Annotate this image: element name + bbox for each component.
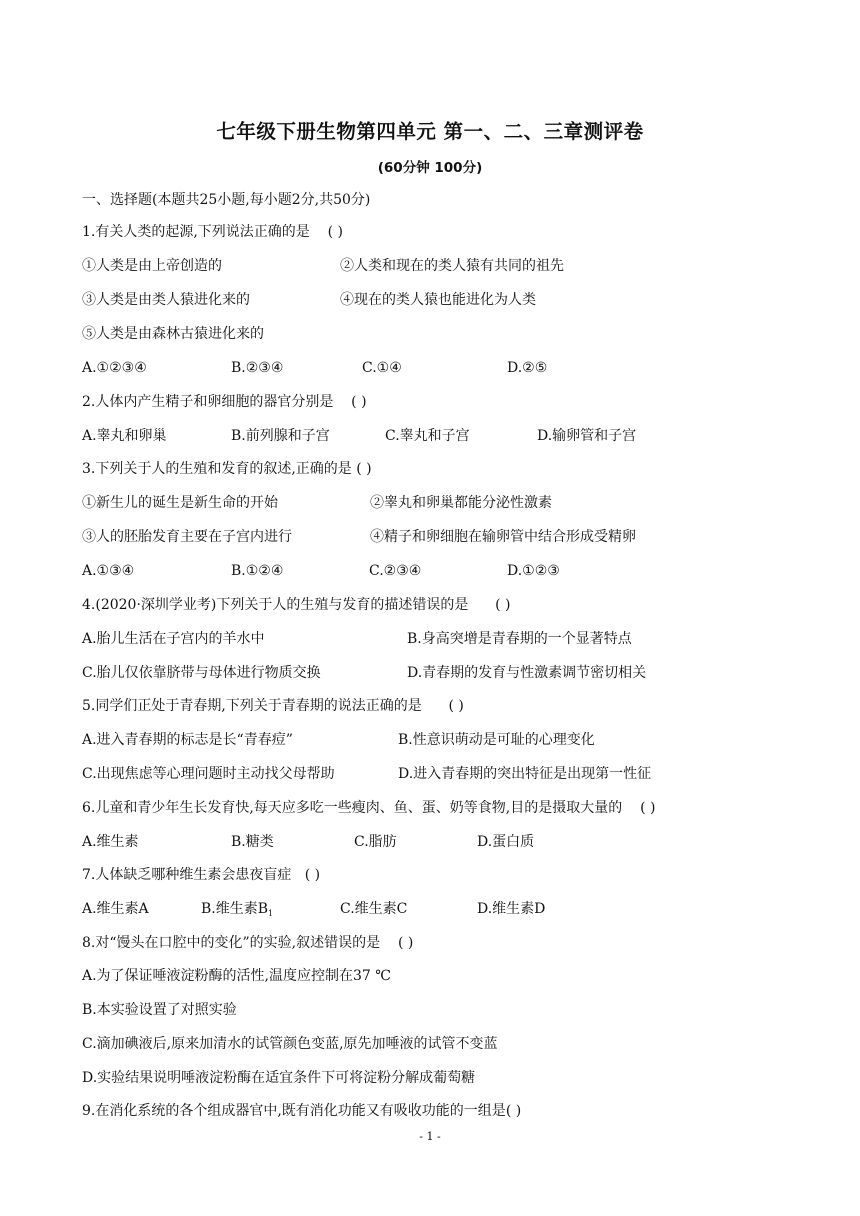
answer-blank: ( )	[640, 800, 656, 816]
answer-blank: ( )	[356, 461, 372, 477]
question-8-option-b: B.本实验设置了对照实验	[82, 1002, 237, 1018]
answer-blank: ( )	[351, 394, 367, 410]
question-9-stem: 9.在消化系统的各个组成器官中,既有消化功能又有吸收功能的一组是( )	[82, 1103, 522, 1119]
question-3-option-a: A.①③④	[82, 563, 135, 579]
question-3-statement: ①新生儿的诞生是新生命的开始	[82, 495, 278, 511]
section-heading: 一、选择题(本题共25小题,每小题2分,共50分)	[82, 192, 371, 208]
question-4-option-a: A.胎儿生活在子宫内的羊水中	[82, 631, 265, 647]
question-7-option-b: B.维生素$B_1$	[201, 901, 274, 918]
question-4-stem: 4.(2020·深圳学业考)下列关于人的生殖与发育的描述错误的是 ( )	[82, 597, 511, 613]
question-1-statement: ④现在的类人猿也能进化为人类	[340, 292, 536, 308]
question-5-option-a: A.进入青春期的标志是长“青春痘”	[82, 732, 293, 748]
question-1-option-a: A.①②③④	[82, 360, 147, 376]
question-8-stem: 8.对“馒头在口腔中的变化”的实验,叙述错误的是 ( )	[82, 935, 414, 951]
question-1-stem: 1.有关人类的起源,下列说法正确的是 ( )	[82, 224, 343, 240]
question-2-option-c: C.睾丸和子宫	[385, 428, 470, 444]
question-8-option-c: C.滴加碘液后,原来加清水的试管颜色变蓝,原先加唾液的试管不变蓝	[82, 1036, 498, 1052]
question-6-stem: 6.儿童和青少年生长发育快,每天应多吃一些瘦肉、鱼、蛋、奶等食物,目的是摄取大量的 ( )	[82, 800, 656, 816]
answer-blank: ( )	[505, 1103, 522, 1119]
question-6-option-d: D.蛋白质	[477, 834, 535, 850]
question-7-option-a: A.维生素A	[82, 901, 149, 917]
subscript: 1	[268, 909, 274, 918]
page-title: 七年级下册生物第四单元 第一、二、三章测评卷	[216, 120, 644, 143]
question-3-statement: ③人的胚胎发育主要在子宫内进行	[82, 529, 292, 545]
question-1-option-c: C.①④	[362, 360, 402, 376]
answer-blank: ( )	[397, 935, 414, 951]
question-3-option-d: D.①②③	[507, 563, 560, 579]
question-4-option-d: D.青春期的发育与性激素调节密切相关	[407, 665, 647, 681]
question-2-stem: 2.人体内产生精子和卵细胞的器官分别是 ( )	[82, 394, 367, 410]
question-1-statement: ①人类是由上帝创造的	[82, 258, 222, 274]
question-3-statement: ②睾丸和卵巢都能分泌性激素	[370, 495, 552, 511]
question-5-option-c: C.出现焦虑等心理问题时主动找父母帮助	[82, 766, 335, 782]
question-2-option-b: B.前列腺和子宫	[231, 428, 330, 444]
question-7-stem: 7.人体缺乏哪种维生素会患夜盲症 ( )	[82, 867, 321, 883]
exam-time-score: (60分钟 100分)	[377, 160, 483, 176]
answer-blank: ( )	[304, 867, 321, 883]
question-7-option-d: D.维生素D	[477, 901, 546, 917]
question-1-statement: ⑤人类是由森林古猿进化来的	[82, 326, 264, 342]
question-1-option-b: B.②③④	[231, 360, 284, 376]
question-5-stem: 5.同学们正处于青春期,下列关于青春期的说法正确的是 ( )	[82, 698, 464, 714]
question-8-option-a: A.为了保证唾液淀粉酶的活性,温度应控制在37 ℃	[82, 968, 391, 984]
answer-blank: ( )	[495, 597, 511, 613]
answer-blank: ( )	[327, 224, 343, 240]
question-3-stem: 3.下列关于人的生殖和发育的叙述,正确的是 ( )	[82, 461, 372, 477]
question-1-option-d: D.②⑤	[507, 360, 548, 376]
question-8-option-d: D.实验结果说明唾液淀粉酶在适宜条件下可将淀粉分解成葡萄糖	[82, 1070, 476, 1086]
question-6-option-c: C.脂肪	[354, 834, 397, 850]
question-4-option-b: B.身高突增是青春期的一个显著特点	[407, 631, 632, 647]
question-1-statement: ②人类和现在的类人猿有共同的祖先	[340, 258, 564, 274]
question-2-option-a: A.睾丸和卵巢	[82, 428, 167, 444]
question-7-option-c: C.维生素C	[340, 901, 408, 917]
question-3-statement: ④精子和卵细胞在输卵管中结合形成受精卵	[370, 529, 636, 545]
question-3-option-b: B.①②④	[231, 563, 284, 579]
question-5-option-d: D.进入青春期的突出特征是出现第一性征	[398, 766, 652, 782]
question-6-option-b: B.糖类	[231, 834, 274, 850]
answer-blank: ( )	[448, 698, 464, 714]
question-5-option-b: B.性意识萌动是可耻的心理变化	[398, 732, 595, 748]
question-2-option-d: D.输卵管和子宫	[537, 428, 637, 444]
question-1-statement: ③人类是由类人猿进化来的	[82, 292, 250, 308]
page-number: - 1 -	[419, 1130, 441, 1143]
question-4-option-c: C.胎儿仅依靠脐带与母体进行物质交换	[82, 665, 321, 681]
question-6-option-a: A.维生素	[82, 834, 139, 850]
question-3-option-c: C.②③④	[369, 563, 422, 579]
